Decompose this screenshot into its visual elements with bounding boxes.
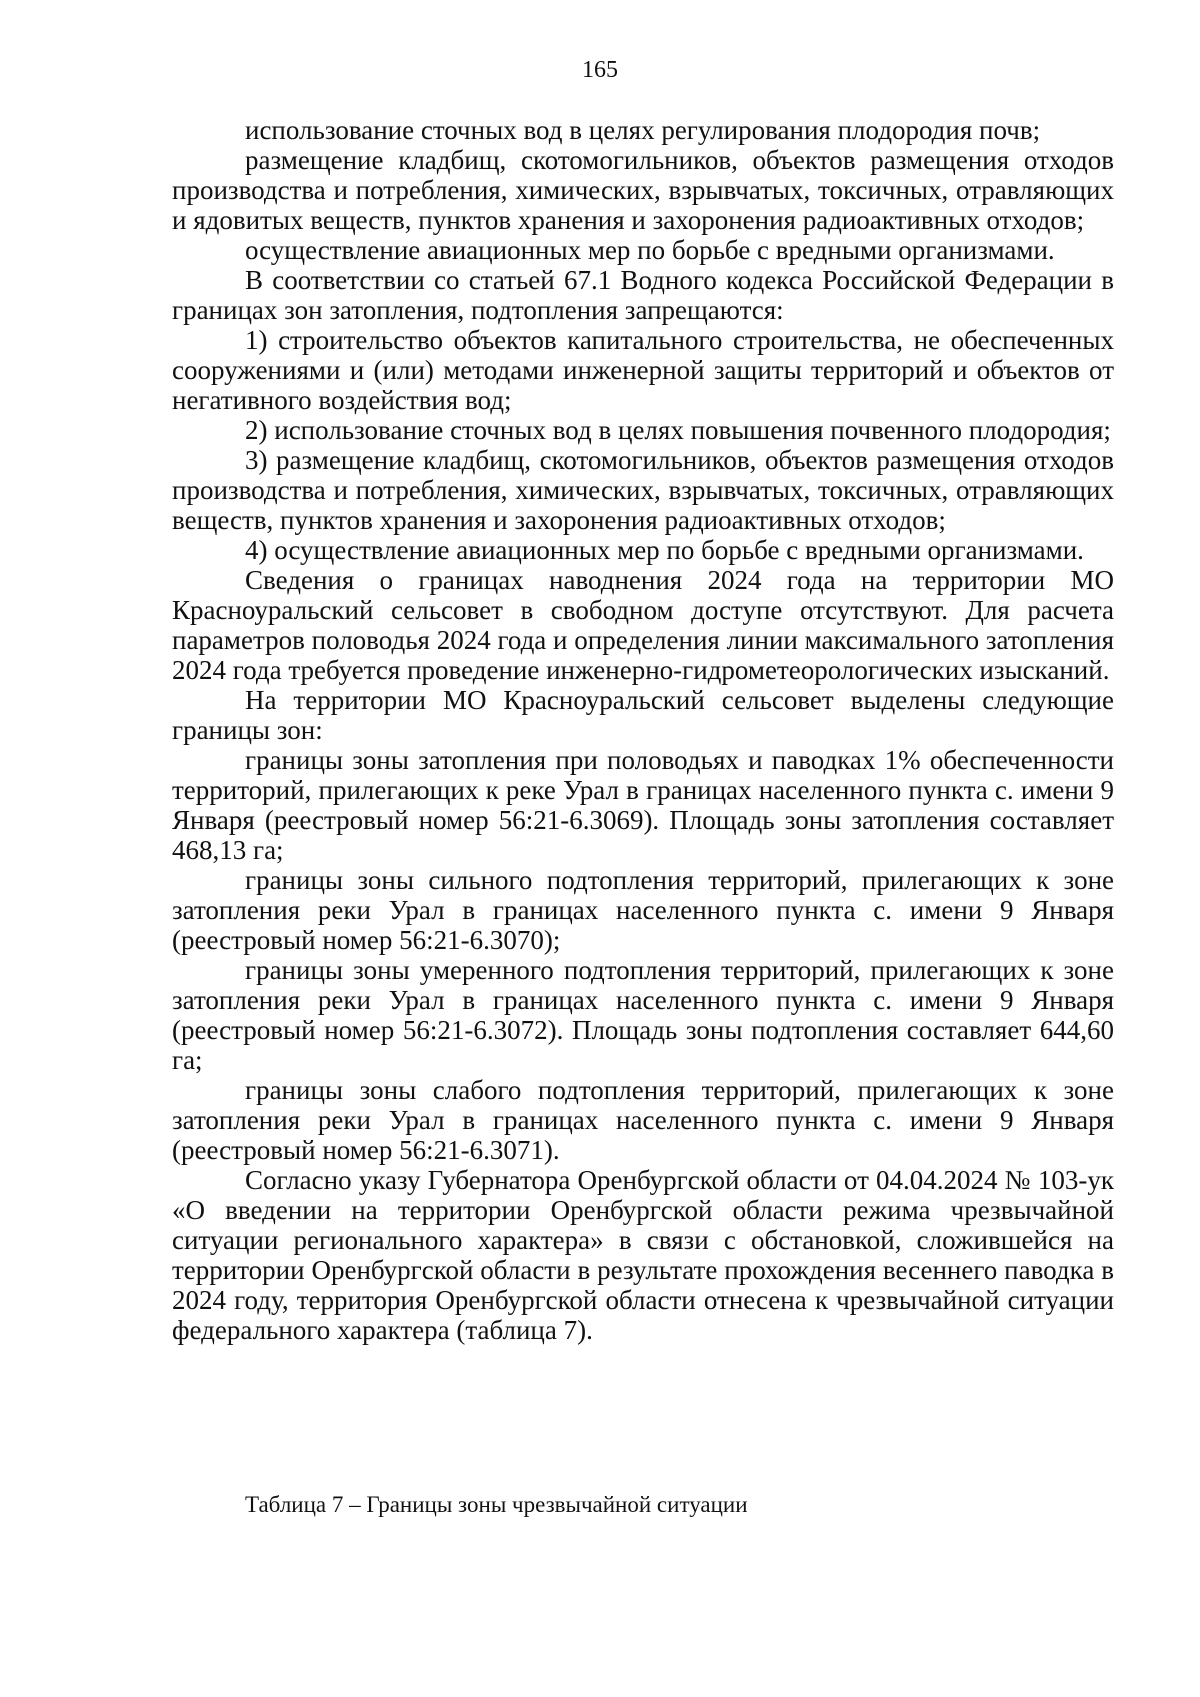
paragraph: осуществление авиационных мер по борьбе с вредными организмами. bbox=[245, 235, 1055, 265]
paragraph: Сведения о границах наводнения 2024 года на территории МО Красноуральский сельсовет в свободном доступе отсутствуют. Для расчета параметров половодья 2024 года и определения линии максимального затопления 2024 года требуется проведение инженерно-гидрометеорологических изысканий. bbox=[172, 565, 1114, 685]
paragraph: На территории МО Красноуральский сельсовет выделены следующие границы зон: bbox=[172, 685, 1114, 745]
list-item-paragraph: 1) строительство объектов капитального строительства, не обеспеченных сооружениями и (или) методами инженерной защиты территорий и объектов от негативного воздействия вод; bbox=[172, 325, 1114, 415]
paragraph: В соответствии со статьей 67.1 Водного кодекса Российской Федерации в границах зон затопления, подтопления запрещаются: bbox=[172, 265, 1114, 325]
zone-paragraph: границы зоны слабого подтопления территорий, прилегающих к зоне затопления реки Урал в границах населенного пункта с. имени 9 Января (реестровый номер 56:21-6.3071). bbox=[172, 1075, 1114, 1165]
list-item-paragraph: 3) размещение кладбищ, скотомогильников, объектов размещения отходов производства и потребления, химических, взрывчатых, токсичных, отравляющих веществ, пунктов хранения и захоронения радиоактивных отходов; bbox=[172, 445, 1114, 535]
zone-paragraph: границы зоны сильного подтопления территорий, прилегающих к зоне затопления реки Урал в границах населенного пункта с. имени 9 Января (реестровый номер 56:21-6.3070); bbox=[172, 865, 1114, 955]
paragraph: размещение кладбищ, скотомогильников, объектов размещения отходов производства и потребления, химических, взрывчатых, токсичных, отравляющих и ядовитых веществ, пунктов хранения и захоронения радиоактивных отходов; bbox=[172, 145, 1114, 235]
page-number: 165 bbox=[582, 57, 618, 83]
zone-paragraph: границы зоны умеренного подтопления территорий, прилегающих к зоне затопления реки Урал в границах населенного пункта с. имени 9 Января (реестровый номер 56:21-6.3072). Площадь зоны подтопления составляет 644,60 га; bbox=[172, 955, 1114, 1075]
list-item-paragraph: 4) осуществление авиационных мер по борьбе с вредными организмами. bbox=[245, 535, 1084, 565]
paragraph: использование сточных вод в целях регулирования плодородия почв; bbox=[245, 115, 1041, 145]
document-body bbox=[172, 115, 1114, 1345]
paragraph: Согласно указу Губернатора Оренбургской области от 04.04.2024 № 103-ук «О введении на территории Оренбургской области режима чрезвычайной ситуации регионального характера» в связи с обстановкой, сложившейся на территории Оренбургской области в результате прохождения весеннего паводка в 2024 году, территория Оренбургской области отнесена к чрезвычайной ситуации федерального характера (таблица 7). bbox=[172, 1165, 1114, 1345]
list-item-paragraph: 2) использование сточных вод в целях повышения почвенного плодородия; bbox=[245, 415, 1111, 445]
zone-paragraph: границы зоны затопления при половодьях и паводках 1% обеспеченности территорий, прилегающих к реке Урал в границах населенного пункта с. имени 9 Января (реестровый номер 56:21-6.3069). Площадь зоны затопления составляет 468,13 га; bbox=[172, 745, 1114, 865]
table-caption: Таблица 7 – Границы зоны чрезвычайной ситуации bbox=[245, 1492, 748, 1517]
